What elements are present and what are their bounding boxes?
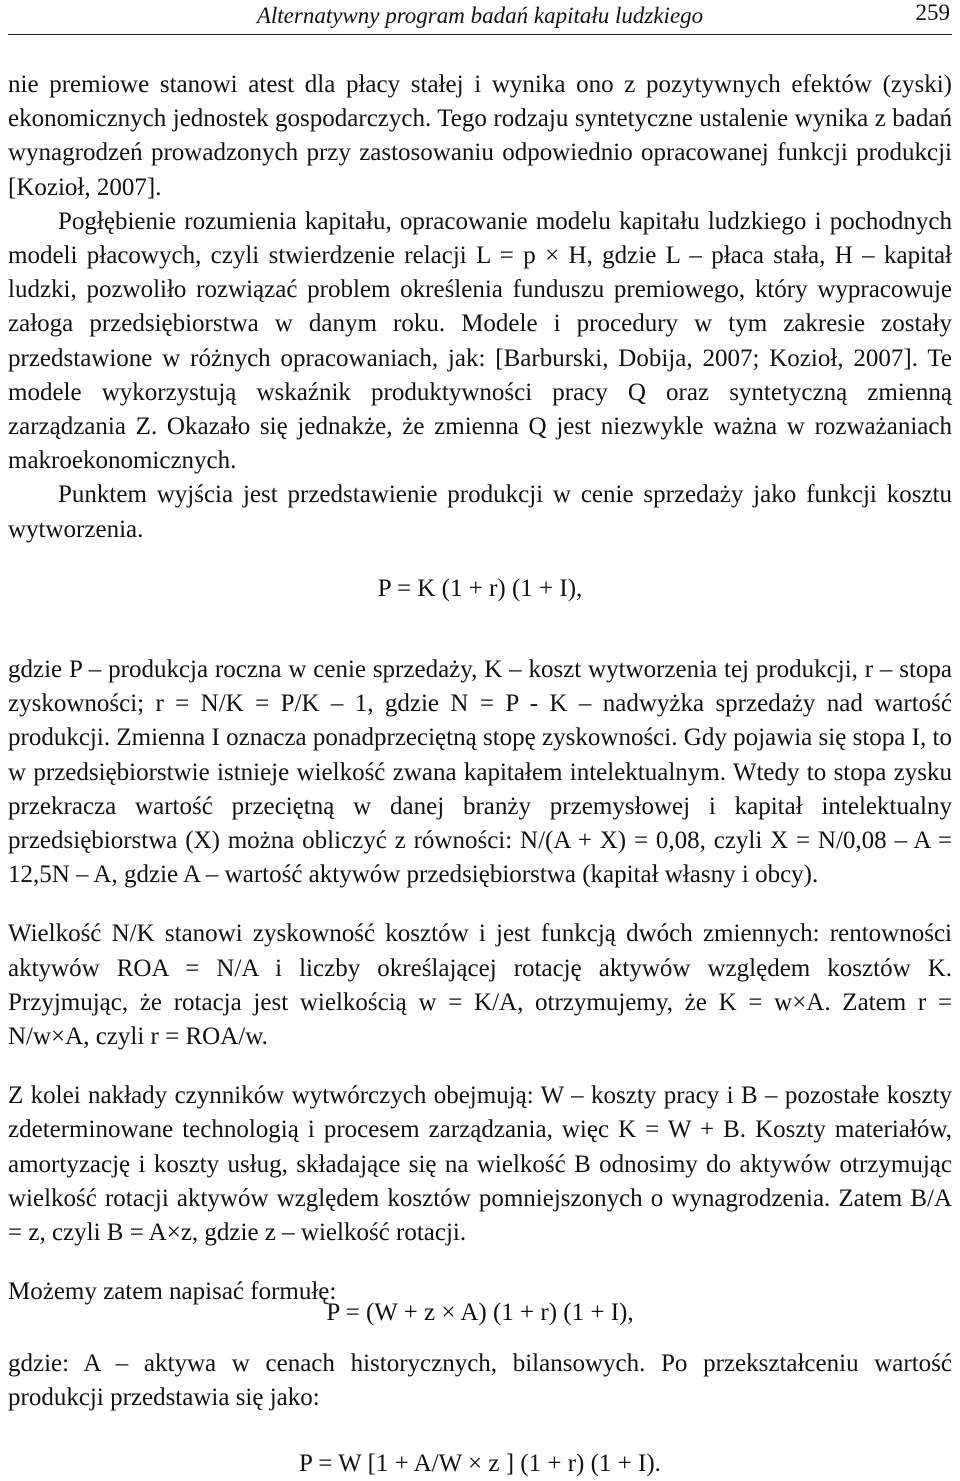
paragraph-capital-model: Pogłębienie rozumienia kapitału, opracowanie modelu kapitału ludzkiego i pochodnych modeli płacowych, czyli stwierdzenie relacji L = p × H, gdzie L – płaca stała, H – kapitał ludzki, pozwoliło rozwiązać problem określenia funduszu premiowego, który wypracowuje załoga przedsiębiorstwa w danym roku. Modele i procedury w tym zakresie zostały przedstawione w różnych opracowaniach, jak: [Barburski, Dobija, 2007; Kozioł, 2007]. Te modele wykorzystują wskaźnik produktywności pracy Q oraz syntetyczną zmienną zarządzania Z. Okazało się jednakże, że zmienna Q jest niezwykle ważna w rozważaniach makroekonomicznych. xyxy=(8,207,952,475)
header-title: Alternatywny program badań kapitału ludzkiego xyxy=(256,3,704,28)
paragraph-cost-profitability: Wielkość N/K stanowi zyskowność kosztów i jest funkcją dwóch zmiennych: rentowności aktywów ROA = N/A i liczby określającej rotację aktywów względem kosztów K. Przyjmując, że rotacja jest wielkością w = K/A, otrzymujemy, że K = w×A. Zatem r = N/w×A, czyli r = ROA/w. xyxy=(8,920,952,1051)
paragraph-production-factors: Z kolei nakłady czynników wytwórczych obejmują: W – koszty pracy i B – pozostałe koszty zdeterminowane technologią i procesem zarządzania, więc K = W + B. Koszty materiałów, amortyzację i koszty usług, składające się na wielkość B odnosimy do aktywów otrzymując wielkość rotacji aktywów względem kosztów pomniejszonych o wynagrodzenia. Zatem B/A = z, czyli B = A×z, gdzie z – wielkość rotacji. xyxy=(8,1082,952,1247)
formula-production-expanded: P = (W + z × A) (1 + r) (1 + I), xyxy=(326,1299,634,1326)
formula-production-transformed: P = W [1 + A/W × z ] (1 + r) (1 + I). xyxy=(299,1450,661,1477)
body-text-top xyxy=(8,68,952,547)
paragraph-starting-point: Punktem wyjścia jest przedstawienie produkcji w cenie sprzedaży jako funkcji kosztu wytworzenia. xyxy=(8,481,952,543)
page-number: 259 xyxy=(915,0,950,25)
paragraph-continuation: nie premiowe stanowi atest dla płacy stałej i wynika ono z pozytywnych efektów (zyski) ekonomicznych jednostek gospodarczych. Tego rodzaju syntetyczne ustalenie wynika z badań wynagrodzeń prowadzonych przy zastosowaniu odpowiednio opracowanej funkcji produkcji [Kozioł, 2007]. xyxy=(8,71,952,201)
paragraph-formula-intro: Możemy zatem napisać formułę: xyxy=(8,1278,337,1306)
running-header xyxy=(8,0,952,35)
paragraph-assets-definition: gdzie: A – aktywa w cenach historycznych, bilansowych. Po przekształceniu wartość produkcji przedstawia się jako: xyxy=(8,1350,952,1412)
paragraph-definitions: gdzie P – produkcja roczna w cenie sprzedaży, K – koszt wytworzenia tej produkcji, r – stopa zyskowności; r = N/K = P/K – 1, gdzie N = P - K – nadwyżka sprzedaży nad wartość produkcji. Zmienna I oznacza ponadprzeciętną stopę zyskowności. Gdy pojawia się stopa I, to w przedsiębiorstwie istnieje wielkość zwana kapitałem intelektualnym. Wtedy to stopa zysku przekracza wartość przeciętną w danej branży przemysłowej i kapitał intelektualny przedsiębiorstwa (X) można obliczyć z równości: N/(A + X) = 0,08, czyli X = N/0,08 – A = 12,5N – A, gdzie A – wartość aktywów przedsiębiorstwa (kapitał własny i obcy). xyxy=(8,656,952,889)
formula-production-price: P = K (1 + r) (1 + I), xyxy=(377,575,583,602)
body-text-mid xyxy=(8,628,952,1334)
